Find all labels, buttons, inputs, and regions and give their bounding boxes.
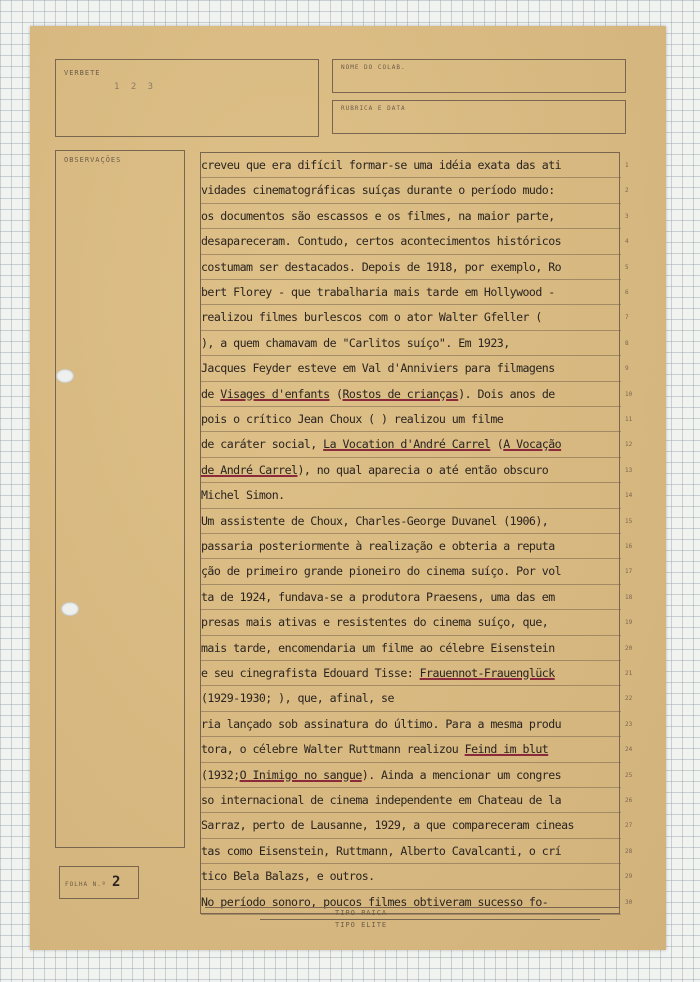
typed-line-text bbox=[201, 356, 555, 381]
typed-line bbox=[201, 305, 621, 330]
tipo-paica-label: TIPO PAICA bbox=[335, 909, 388, 917]
typed-line bbox=[201, 559, 621, 584]
typed-line bbox=[201, 686, 621, 711]
line-number: 1 bbox=[625, 162, 629, 169]
line-number: 9 bbox=[625, 365, 629, 373]
typed-line-text bbox=[201, 813, 574, 838]
line-number: 8 bbox=[625, 339, 629, 347]
rubrica-box bbox=[332, 100, 626, 134]
typed-line-text bbox=[201, 153, 561, 178]
line-number: 14 bbox=[625, 492, 633, 500]
line-number: 4 bbox=[625, 238, 629, 246]
text-segment: (1929-1930; ), que, afinal, se bbox=[201, 691, 394, 706]
typed-line bbox=[201, 610, 621, 635]
observacoes-label: OBSERVAÇÕES bbox=[64, 156, 122, 164]
folha-number: 2 bbox=[112, 874, 121, 890]
text-segment: tas como Eisenstein, Ruttmann, Alberto Cavalcanti, o crí bbox=[201, 843, 562, 858]
text-segment: Um assistente de Choux, Charles-George Duvanel (1906), bbox=[201, 513, 549, 528]
typed-line bbox=[201, 432, 621, 457]
typed-line bbox=[201, 813, 621, 838]
line-rule bbox=[201, 914, 621, 915]
typed-line bbox=[201, 864, 621, 889]
underlined-title: de André Carrel bbox=[201, 462, 298, 477]
line-number: 3 bbox=[625, 212, 629, 220]
text-segment: vidades cinematográficas suíças durante o período mudo: bbox=[201, 183, 555, 198]
folha-box bbox=[59, 866, 139, 899]
typed-line bbox=[201, 661, 621, 686]
typed-line-text bbox=[201, 280, 555, 305]
verbete-box bbox=[55, 59, 319, 137]
punch-hole-top bbox=[56, 369, 74, 383]
typed-line-text bbox=[201, 712, 561, 737]
typed-line-text bbox=[201, 432, 561, 457]
text-segment: mais tarde, encomendaria um filme ao célebre Eisenstein bbox=[201, 640, 555, 655]
folha-label: FOLHA N.º bbox=[65, 881, 107, 888]
typed-line-text bbox=[201, 305, 542, 330]
typed-line bbox=[201, 458, 621, 483]
line-number: 17 bbox=[625, 568, 633, 576]
typed-line-text bbox=[201, 382, 555, 407]
typed-line bbox=[201, 407, 621, 432]
typed-line-text bbox=[201, 636, 555, 661]
text-segment: ), no qual aparecia o até então obscuro bbox=[297, 462, 549, 477]
text-segment: ria lançado sob assinatura do último. Para a mesma produ bbox=[201, 716, 562, 731]
typed-text-area bbox=[200, 152, 633, 914]
typed-line-text bbox=[201, 407, 503, 432]
typed-line-text bbox=[201, 686, 394, 711]
typed-line-text bbox=[201, 534, 555, 559]
form-sheet bbox=[30, 26, 666, 950]
typed-line-text bbox=[201, 509, 548, 534]
text-segment: costumam ser destacados. Depois de 1918, por exemplo, Ro bbox=[201, 259, 562, 274]
line-number: 15 bbox=[625, 517, 633, 525]
underlined-title: Visages d'enfants bbox=[220, 386, 330, 401]
typed-line bbox=[201, 737, 621, 762]
text-segment: pois o crítico Jean Choux ( ) realizou um filme bbox=[201, 412, 504, 426]
underlined-title: La Vocation d'André Carrel bbox=[323, 437, 491, 452]
text-segment: bert Florey - que trabalharia mais tarde em Hollywood - bbox=[201, 285, 555, 299]
typed-line bbox=[201, 483, 621, 508]
line-number: 21 bbox=[625, 670, 633, 677]
line-number: 6 bbox=[625, 289, 629, 296]
verbete-label: VERBETE bbox=[64, 69, 101, 77]
nome-colab-label: NOME DO COLAB. bbox=[341, 64, 406, 71]
text-segment: de bbox=[201, 386, 221, 401]
typed-line bbox=[201, 839, 621, 864]
typed-line-text bbox=[201, 610, 548, 635]
text-segment: ção de primeiro grande pioneiro do cinema suíço. Por vol bbox=[201, 564, 562, 579]
line-number: 12 bbox=[625, 441, 633, 449]
text-segment: e seu cinegrafista Edouard Tisse: bbox=[201, 666, 420, 680]
text-segment: (1932; bbox=[201, 767, 240, 782]
line-number: 5 bbox=[625, 263, 629, 271]
typed-line-text bbox=[201, 483, 285, 508]
line-number: 22 bbox=[625, 695, 633, 703]
text-segment: No período sonoro, poucos filmes obtiveram sucesso fo- bbox=[201, 894, 549, 909]
text-segment: ). Ainda a mencionar um congres bbox=[361, 767, 562, 782]
nome-colab-box bbox=[332, 59, 626, 93]
typed-line bbox=[201, 509, 621, 534]
observacoes-box bbox=[55, 150, 185, 848]
typed-line-text bbox=[201, 229, 561, 254]
line-number: 2 bbox=[625, 187, 629, 195]
text-segment: tico Bela Balazs, e outros. bbox=[201, 869, 375, 884]
typed-line bbox=[201, 229, 621, 254]
underlined-title: A Vocação bbox=[503, 437, 562, 452]
typed-line-text bbox=[201, 178, 555, 203]
typed-line bbox=[201, 763, 621, 788]
typed-line-text bbox=[201, 458, 548, 483]
text-segment: ). Dois anos de bbox=[458, 386, 555, 401]
typed-line bbox=[201, 712, 621, 737]
line-number: 13 bbox=[625, 466, 633, 474]
underlined-title: Frauennot-Frauenglück bbox=[419, 666, 555, 680]
text-segment: ), a quem chamavam de "Carlitos suíço". Em 1923, bbox=[201, 335, 510, 350]
underlined-title: Rostos de crianças bbox=[342, 386, 459, 401]
line-number: 19 bbox=[625, 619, 633, 627]
line-number: 26 bbox=[625, 797, 633, 804]
typed-line-text bbox=[201, 255, 561, 280]
text-segment: ( bbox=[490, 437, 504, 452]
typed-line-text bbox=[201, 331, 510, 356]
text-segment: Sarraz, perto de Lausanne, 1929, a que compareceram cineas bbox=[201, 818, 574, 833]
punch-hole-bottom bbox=[61, 602, 79, 616]
text-segment: passaria posteriormente à realização e obteria a reputa bbox=[201, 539, 555, 553]
text-segment: os documentos são escassos e os filmes, na maior parte, bbox=[201, 208, 555, 223]
text-segment: desapareceram. Contudo, certos acontecimentos históricos bbox=[201, 234, 562, 249]
typed-line-text bbox=[201, 864, 375, 889]
typed-line bbox=[201, 331, 621, 356]
typed-line bbox=[201, 534, 621, 559]
typed-line bbox=[201, 356, 621, 381]
line-number: 10 bbox=[625, 390, 633, 398]
typed-line bbox=[201, 382, 621, 407]
line-number: 11 bbox=[625, 416, 633, 423]
line-number: 30 bbox=[625, 898, 633, 906]
typed-line bbox=[201, 890, 621, 915]
line-number: 23 bbox=[625, 720, 633, 728]
line-number: 25 bbox=[625, 771, 633, 779]
typed-line bbox=[201, 204, 621, 229]
typed-line-text bbox=[201, 661, 555, 686]
line-number: 24 bbox=[625, 746, 633, 754]
typed-line bbox=[201, 153, 621, 178]
tipo-elite-rule bbox=[260, 919, 600, 920]
typed-line-text bbox=[201, 788, 561, 813]
text-segment: realizou filmes burlescos com o ator Walter Gfeller ( bbox=[201, 310, 542, 325]
line-number: 16 bbox=[625, 543, 633, 550]
text-segment: creveu que era difícil formar-se uma idéia exata das ati bbox=[201, 158, 562, 172]
text-segment: tora, o célebre Walter Ruttmann realizou bbox=[201, 742, 465, 757]
line-number: 29 bbox=[625, 873, 633, 881]
text-segment: Jacques Feyder esteve em Val d'Anniviers para filmagens bbox=[201, 361, 555, 376]
typed-line-text bbox=[201, 204, 555, 229]
text-segment: Michel Simon. bbox=[201, 488, 285, 503]
underlined-title: O Inimigo no sangue bbox=[239, 767, 362, 782]
line-number: 18 bbox=[625, 593, 633, 601]
typed-line bbox=[201, 788, 621, 813]
typed-line bbox=[201, 585, 621, 610]
typed-line-text bbox=[201, 839, 561, 864]
text-segment: ta de 1924, fundava-se a produtora Praesens, uma das em bbox=[201, 589, 555, 604]
typed-line bbox=[201, 255, 621, 280]
typed-line-text bbox=[201, 737, 548, 762]
text-segment: de caráter social, bbox=[201, 437, 324, 452]
tipo-elite-label: TIPO ELITE bbox=[335, 921, 388, 929]
text-segment: ( bbox=[329, 386, 343, 401]
typed-line-text bbox=[201, 559, 561, 584]
line-number: 28 bbox=[625, 847, 633, 855]
line-number: 7 bbox=[625, 314, 629, 322]
text-segment: so internacional de cinema independente em Chateau de la bbox=[201, 793, 562, 807]
typed-line bbox=[201, 178, 621, 203]
typed-line-text bbox=[201, 585, 555, 610]
line-number: 27 bbox=[625, 822, 633, 830]
underlined-title: Feind im blut bbox=[464, 742, 549, 757]
tipo-paica-rule bbox=[205, 907, 620, 908]
typed-line bbox=[201, 280, 621, 305]
line-number: 20 bbox=[625, 644, 633, 652]
typed-line bbox=[201, 636, 621, 661]
rubrica-label: RUBRICA E DATA bbox=[341, 105, 406, 112]
typed-line-text bbox=[201, 763, 561, 788]
text-segment: presas mais ativas e resistentes do cinema suíço, que, bbox=[201, 615, 549, 630]
verbete-value: 1 2 3 bbox=[114, 82, 157, 92]
